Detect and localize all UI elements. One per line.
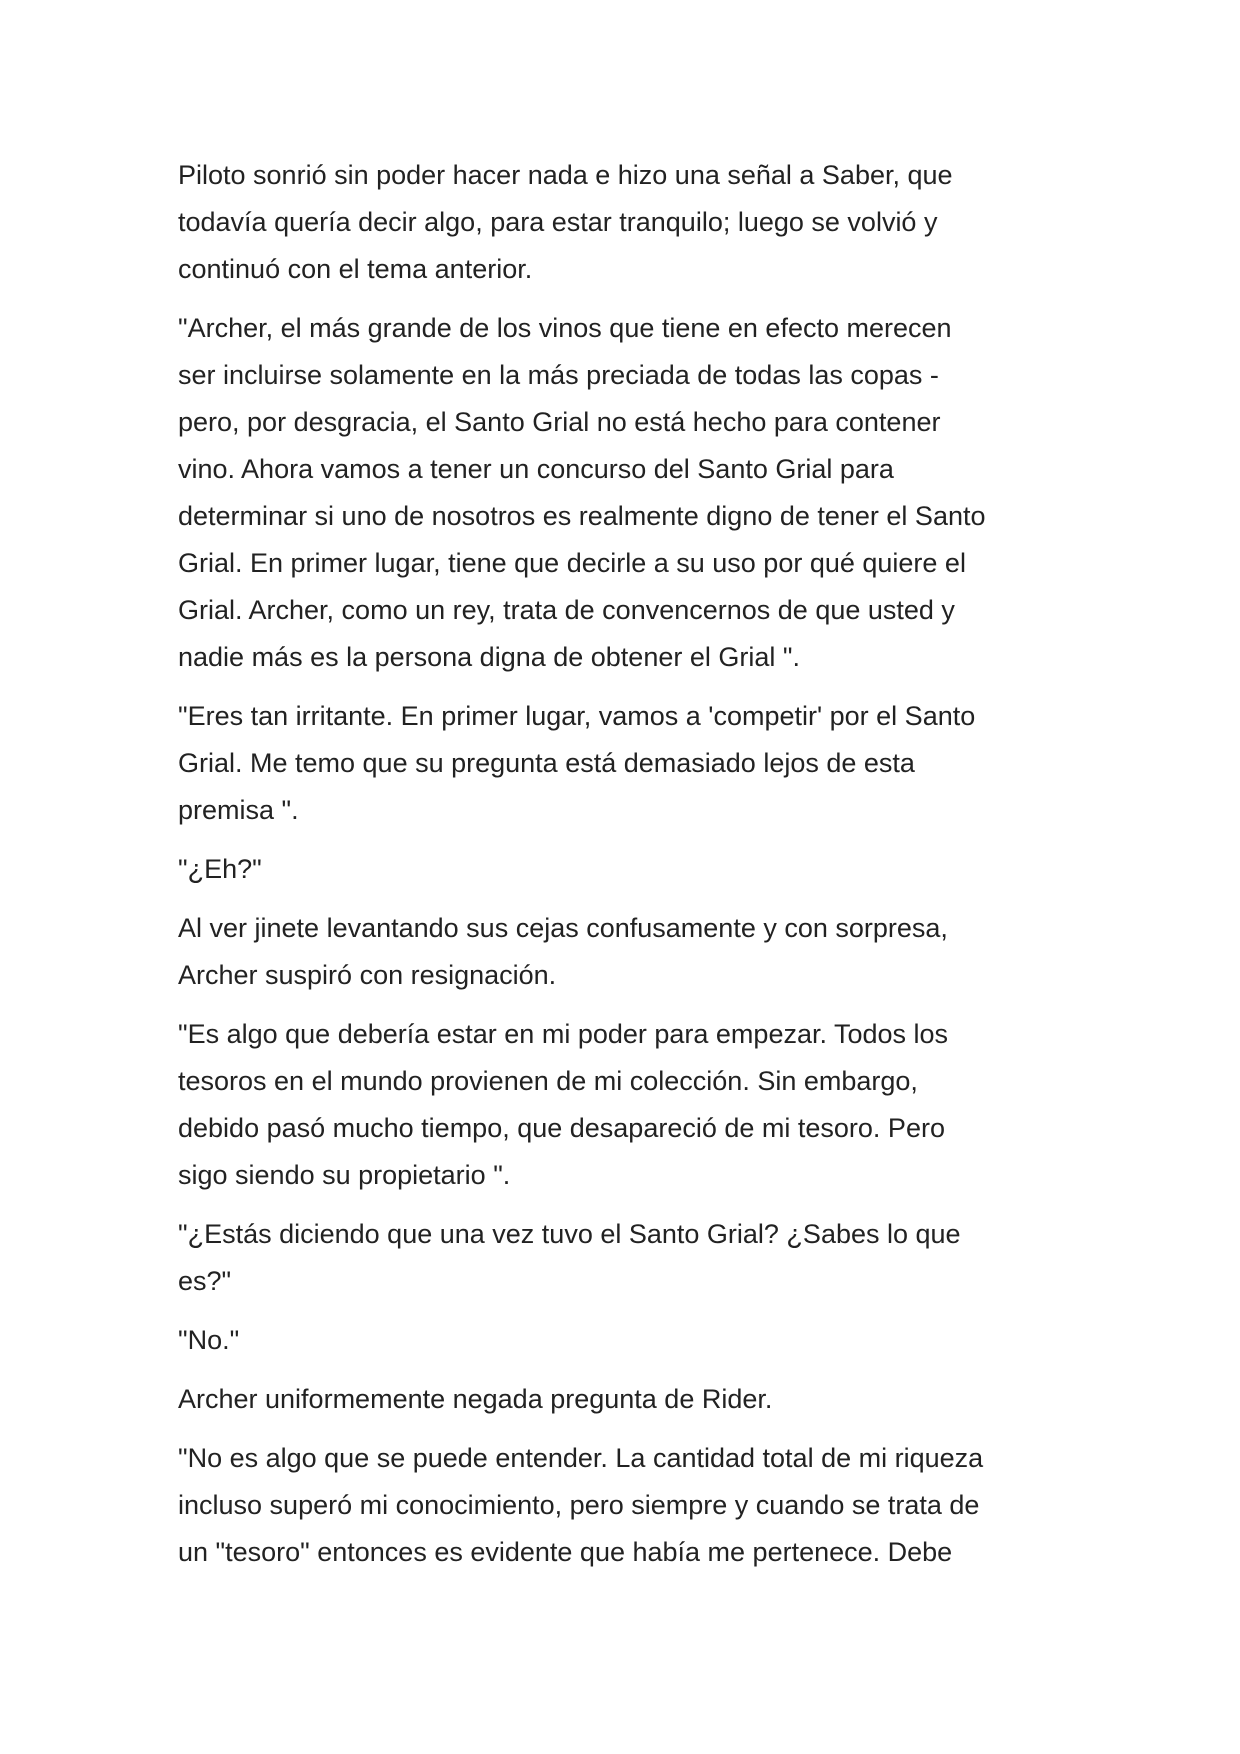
paragraph: "¿Eh?" — [178, 854, 262, 884]
paragraph: "Eres tan irritante. En primer lugar, vamos a 'competir' por el Santo Grial. Me temo que su pregunta está demasiado lejos de esta premisa ". — [178, 701, 976, 825]
document-body — [178, 152, 1063, 1588]
paragraph: "No es algo que se puede entender. La cantidad total de mi riqueza incluso superó mi conocimiento, pero siempre y cuando se trata de un "tesoro" entonces es evidente que había me pertenece. Debe — [178, 1443, 984, 1567]
paragraph: "Es algo que debería estar en mi poder para empezar. Todos los tesoros en el mundo provienen de mi colección. Sin embargo, debido pasó mucho tiempo, que desapareció de mi tesoro. Pero sigo siendo su propietario ". — [178, 1019, 949, 1190]
paragraph: Archer uniformemente negada pregunta de Rider. — [178, 1384, 773, 1414]
paragraph: Al ver jinete levantando sus cejas confusamente y con sorpresa, Archer suspiró con resignación. — [178, 913, 948, 990]
paragraph: "¿Estás diciendo que una vez tuvo el Santo Grial? ¿Sabes lo que es?" — [178, 1219, 961, 1296]
paragraph: "No." — [178, 1325, 240, 1355]
paragraph: Piloto sonrió sin poder hacer nada e hizo una señal a Saber, que todavía quería decir algo, para estar tranquilo; luego se volvió y continuó con el tema anterior. — [178, 160, 953, 284]
paragraph: "Archer, el más grande de los vinos que tiene en efecto merecen ser incluirse solamente en la más preciada de todas las copas - pero, por desgracia, el Santo Grial no está hecho para contener vino. Ahora vamos a tener un concurso del Santo Grial para determinar si uno de nosotros es realmente digno de tener el Santo Grial. En primer lugar, tiene que decirle a su uso por qué quiere el Grial. Archer, como un rey, trata de convencernos de que usted y nadie más es la persona digna de obtener el Grial ". — [178, 313, 986, 672]
